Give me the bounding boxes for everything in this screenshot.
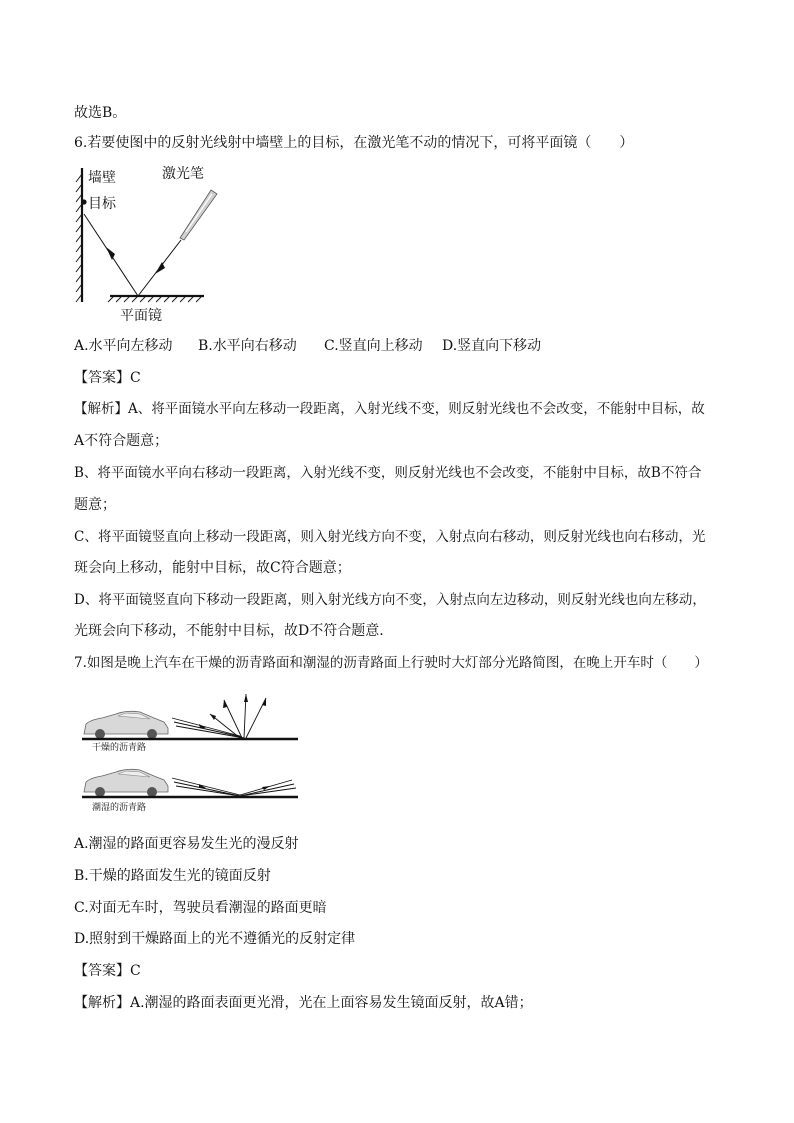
figure-laser-mirror xyxy=(74,162,224,327)
q7-option-b: B.干燥的路面发生光的镜面反射 xyxy=(74,868,271,884)
q7-option-c: C.对面无车时，驾驶员看潮湿的路面更暗 xyxy=(74,900,327,916)
mirror-label: 平面镜 xyxy=(120,308,162,324)
dry-road-label: 干燥的沥青路 xyxy=(92,743,147,753)
car-icon xyxy=(84,711,168,739)
laser-label: 激光笔 xyxy=(162,166,204,182)
laser-mirror-diagram xyxy=(74,162,224,327)
target-dot xyxy=(81,199,86,204)
q6-explanation: A不符合题意； xyxy=(74,433,169,449)
car-icon xyxy=(84,769,168,797)
q6-option-b: B.水平向右移动 xyxy=(198,338,297,354)
wall-label: 墙壁 xyxy=(88,170,116,186)
q6-explanation: 【解析】A、将平面镜水平向左移动一段距离，入射光线不变，则反射光线也不会改变，不能射中目标，故 xyxy=(74,401,705,417)
text-line: 故选B。 xyxy=(74,105,127,121)
question-6: 6.若要使图中的反射光线射中墙壁上的目标，在激光笔不动的情况下，可将平面镜（ ） xyxy=(74,135,634,151)
q7-answer: 【答案】C xyxy=(74,963,141,979)
q6-explanation: C、将平面镜竖直向上移动一段距离，则入射光线方向不变，入射点向右移动，则反射光线也向右移动，光 xyxy=(74,529,706,545)
q6-explanation: 光斑会向下移动，不能射中目标，故D不符合题意. xyxy=(74,623,384,639)
target-label: 目标 xyxy=(88,196,116,212)
q6-explanation: 斑会向上移动，能射中目标，故C符合题意； xyxy=(74,560,351,576)
reflected-arrow xyxy=(106,247,115,260)
q6-option-a: A.水平向左移动 xyxy=(74,338,173,354)
wet-incident-rays xyxy=(172,778,240,796)
car-roads-diagram xyxy=(80,688,302,818)
q6-option-c: C.竖直向上移动 xyxy=(324,338,423,354)
q6-explanation: B、将平面镜水平向右移动一段距离，入射光线不变，则反射光线也不会改变，不能射中目标，故B不符合 xyxy=(74,465,702,481)
laser-pen-icon xyxy=(180,190,217,240)
wet-reflected-rays xyxy=(240,780,296,796)
figure-car-roads xyxy=(80,688,302,818)
q7-option-d: D.照射到干燥路面上的光不遵循光的反射定律 xyxy=(74,931,356,947)
q6-explanation: D、将平面镜竖直向下移动一段距离，则入射光线方向不变，入射点向左边移动，则反射光线也向左移动， xyxy=(74,592,706,608)
dry-ray-arrows xyxy=(199,694,266,728)
dry-incident-rays xyxy=(172,718,244,738)
q6-option-d: D.竖直向下移动 xyxy=(442,338,542,354)
question-7: 7.如图是晚上汽车在干燥的沥青路面和潮湿的沥青路面上行驶时大灯部分光路简图，在晚上开车时（ ） xyxy=(74,655,708,671)
q7-explanation: 【解析】A.潮湿的路面表面更光滑，光在上面容易发生镜面反射，故A错； xyxy=(74,995,533,1011)
q6-explanation: 题意； xyxy=(74,497,116,513)
wet-road-label: 潮湿的沥青路 xyxy=(92,803,147,813)
incident-arrow xyxy=(155,262,165,274)
q7-option-a: A.潮湿的路面更容易发生光的漫反射 xyxy=(74,836,299,852)
q6-answer: 【答案】C xyxy=(74,370,141,386)
